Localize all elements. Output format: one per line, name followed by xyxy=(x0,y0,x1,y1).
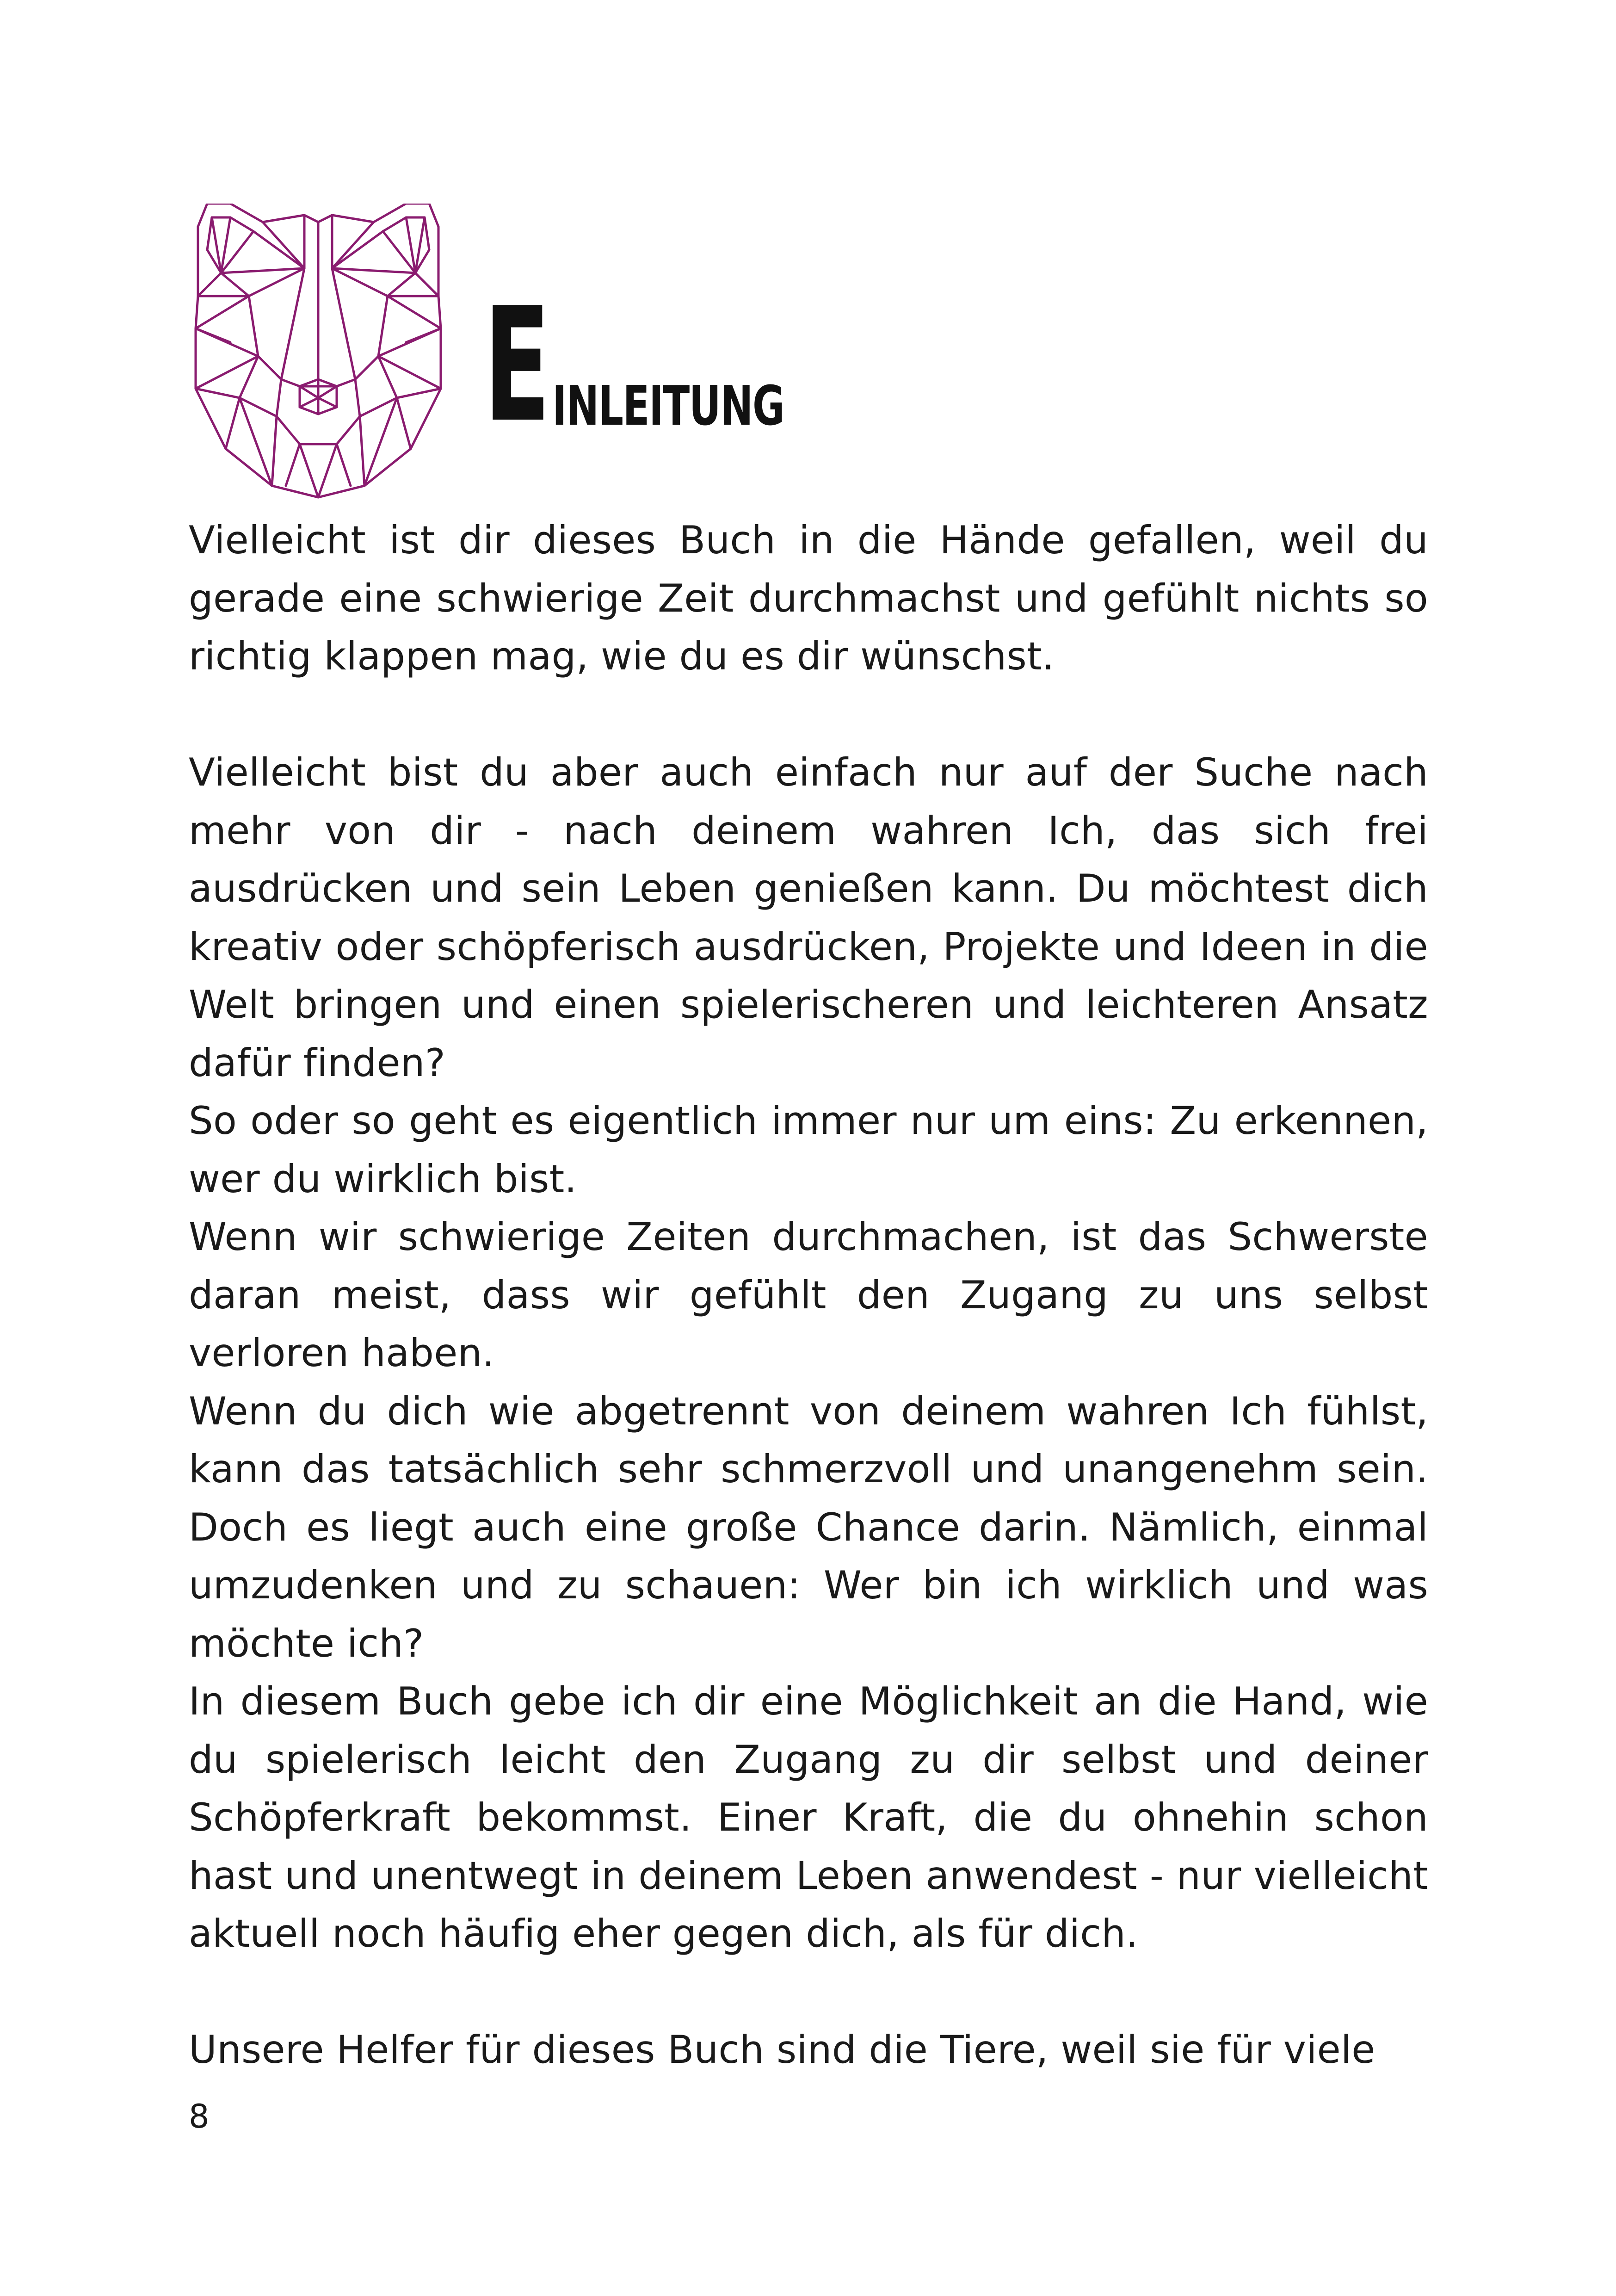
paragraph: Vielleicht ist dir dieses Buch in die Hände gefallen, weil du gerade eine schwierige Zeit durchmachst und gefühlt nichts so richtig klappen mag, wie du es dir wünschst. xyxy=(189,518,1428,679)
paragraph: Wenn du dich wie abgetrennt von deinem wahren Ich fühlst, kann das tatsächlich sehr schmerzvoll und unangenehm sein. Doch es liegt auch eine große Chance darin. Nämlich, einmal umzudenken und zu schauen: Wer bin ich wirklich und was möchte ich? xyxy=(189,1388,1428,1666)
geometric-bear-head-icon xyxy=(189,204,448,500)
page-number: 8 xyxy=(189,2098,210,2135)
chapter-title-initial: E xyxy=(484,274,549,457)
paragraph: Vielleicht bist du aber auch einfach nur auf der Suche nach mehr von dir - nach deinem wahren Ich, das sich frei ausdrücken und sein Leben genießen kann. Du möchtest dich kreativ oder schöpferisch ausdrücken, Projekte und Ideen in die Welt bringen und einen spielerischeren und leichteren Ansatz dafür finden? xyxy=(189,750,1428,1085)
paragraph: In diesem Buch gebe ich dir eine Möglichkeit an die Hand, wie du spielerisch leicht den Zugang zu dir selbst und deiner Schöpferkraft bekommst. Einer Kraft, die du ohnehin schon hast und unentwegt in deinem Leben anwendest - nur vielleicht aktuell noch häufig eher gegen dich, als für dich. xyxy=(189,1679,1428,1956)
paragraph: Unsere Helfer für dieses Buch sind die Tiere, weil sie für viele xyxy=(189,2027,1375,2072)
chapter-title-rest: INLEITUNG xyxy=(552,374,784,438)
chapter-title xyxy=(484,274,875,457)
paragraph: So oder so geht es eigentlich immer nur um eins: Zu erkennen, wer du wirklich bist. xyxy=(189,1098,1428,1201)
chapter-header xyxy=(189,204,836,500)
paragraph: Wenn wir schwierige Zeiten durchmachen, ist das Schwerste daran meist, dass wir gefühlt den Zugang zu uns selbst verloren haben. xyxy=(189,1214,1428,1375)
body-text xyxy=(189,511,1428,2079)
